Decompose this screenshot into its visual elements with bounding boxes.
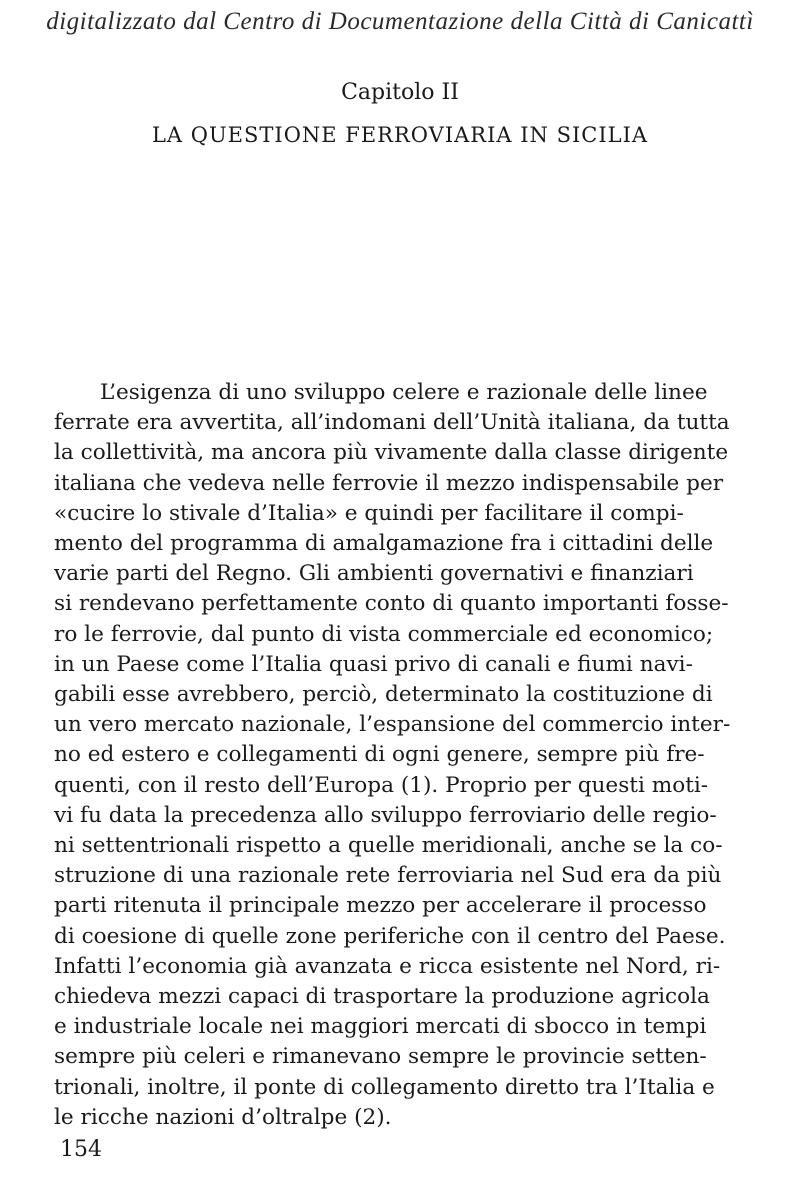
chapter-title: LA QUESTIONE FERROVIARIA IN SICILIA (151, 123, 649, 147)
text-line: gabili esse avrebbero, perciò, determinato la costituzione di (54, 682, 713, 708)
text-line: di coesione di quelle zone periferiche con il centro del Paese. (54, 923, 726, 949)
text-line: ferrate era avvertita, all’indomani dell’Unità italiana, da tutta (54, 410, 730, 436)
text-line: quenti, con il resto dell’Europa (1). Proprio per questi moti- (54, 772, 709, 798)
text-line: chiedeva mezzi capaci di trasportare la produzione agricola (54, 984, 710, 1010)
text-line: sempre più celeri e rimanevano sempre le provincie setten- (54, 1044, 707, 1070)
chapter-number: Capitolo II (341, 80, 459, 105)
text-line: si rendevano perfettamente conto di quanto importanti fosse- (54, 591, 729, 617)
text-line: ro le ferrovie, dal punto di vista commerciale ed economico; (54, 621, 714, 647)
text-line: no ed estero e collegamenti di ogni genere, sempre più fre- (54, 742, 705, 768)
body-paragraph (54, 378, 754, 1133)
text-line: varie parti del Regno. Gli ambienti governativi e finanziari (54, 561, 694, 587)
text-line: mento del programma di amalgamazione fra i cittadini delle (54, 531, 714, 557)
text-line: struzione di una razionale rete ferroviaria nel Sud era da più (54, 863, 722, 889)
text-line: «cucire lo stivale d’Italia» e quindi per facilitare il compi- (54, 500, 684, 526)
text-line: Infatti l’economia già avanzata e ricca esistente nel Nord, ri- (54, 953, 721, 979)
text-line: vi fu data la precedenza allo sviluppo ferroviario delle regio- (54, 802, 717, 828)
text-line: in un Paese come l’Italia quasi privo di canali e fiumi navi- (54, 651, 693, 677)
page-number: 154 (60, 1137, 102, 1162)
text-line: un vero mercato nazionale, l’espansione del commercio inter- (54, 712, 731, 738)
text-line: italiana che vedeva nelle ferrovie il mezzo indispensabile per (54, 470, 724, 496)
text-line: ni settentrionali rispetto a quelle meridionali, anche se la co- (54, 833, 723, 859)
text-line: L’esigenza di uno sviluppo celere e razionale delle linee (100, 380, 708, 405)
text-line: e industriale locale nei maggiori mercati di sbocco in tempi (54, 1014, 707, 1040)
chapter-heading (0, 80, 800, 147)
text-line: la collettività, ma ancora più vivamente dalla classe dirigente (54, 440, 729, 466)
text-line: trionali, inoltre, il ponte di collegamento diretto tra l’Italia e (54, 1074, 715, 1100)
text-line: parti ritenuta il principale mezzo per accelerare il processo (54, 893, 707, 919)
digitization-watermark: digitalizzato dal Centro di Documentazione della Città di Canicattì (46, 8, 754, 35)
text-line: le ricche nazioni d’oltralpe (2). (54, 1104, 392, 1130)
